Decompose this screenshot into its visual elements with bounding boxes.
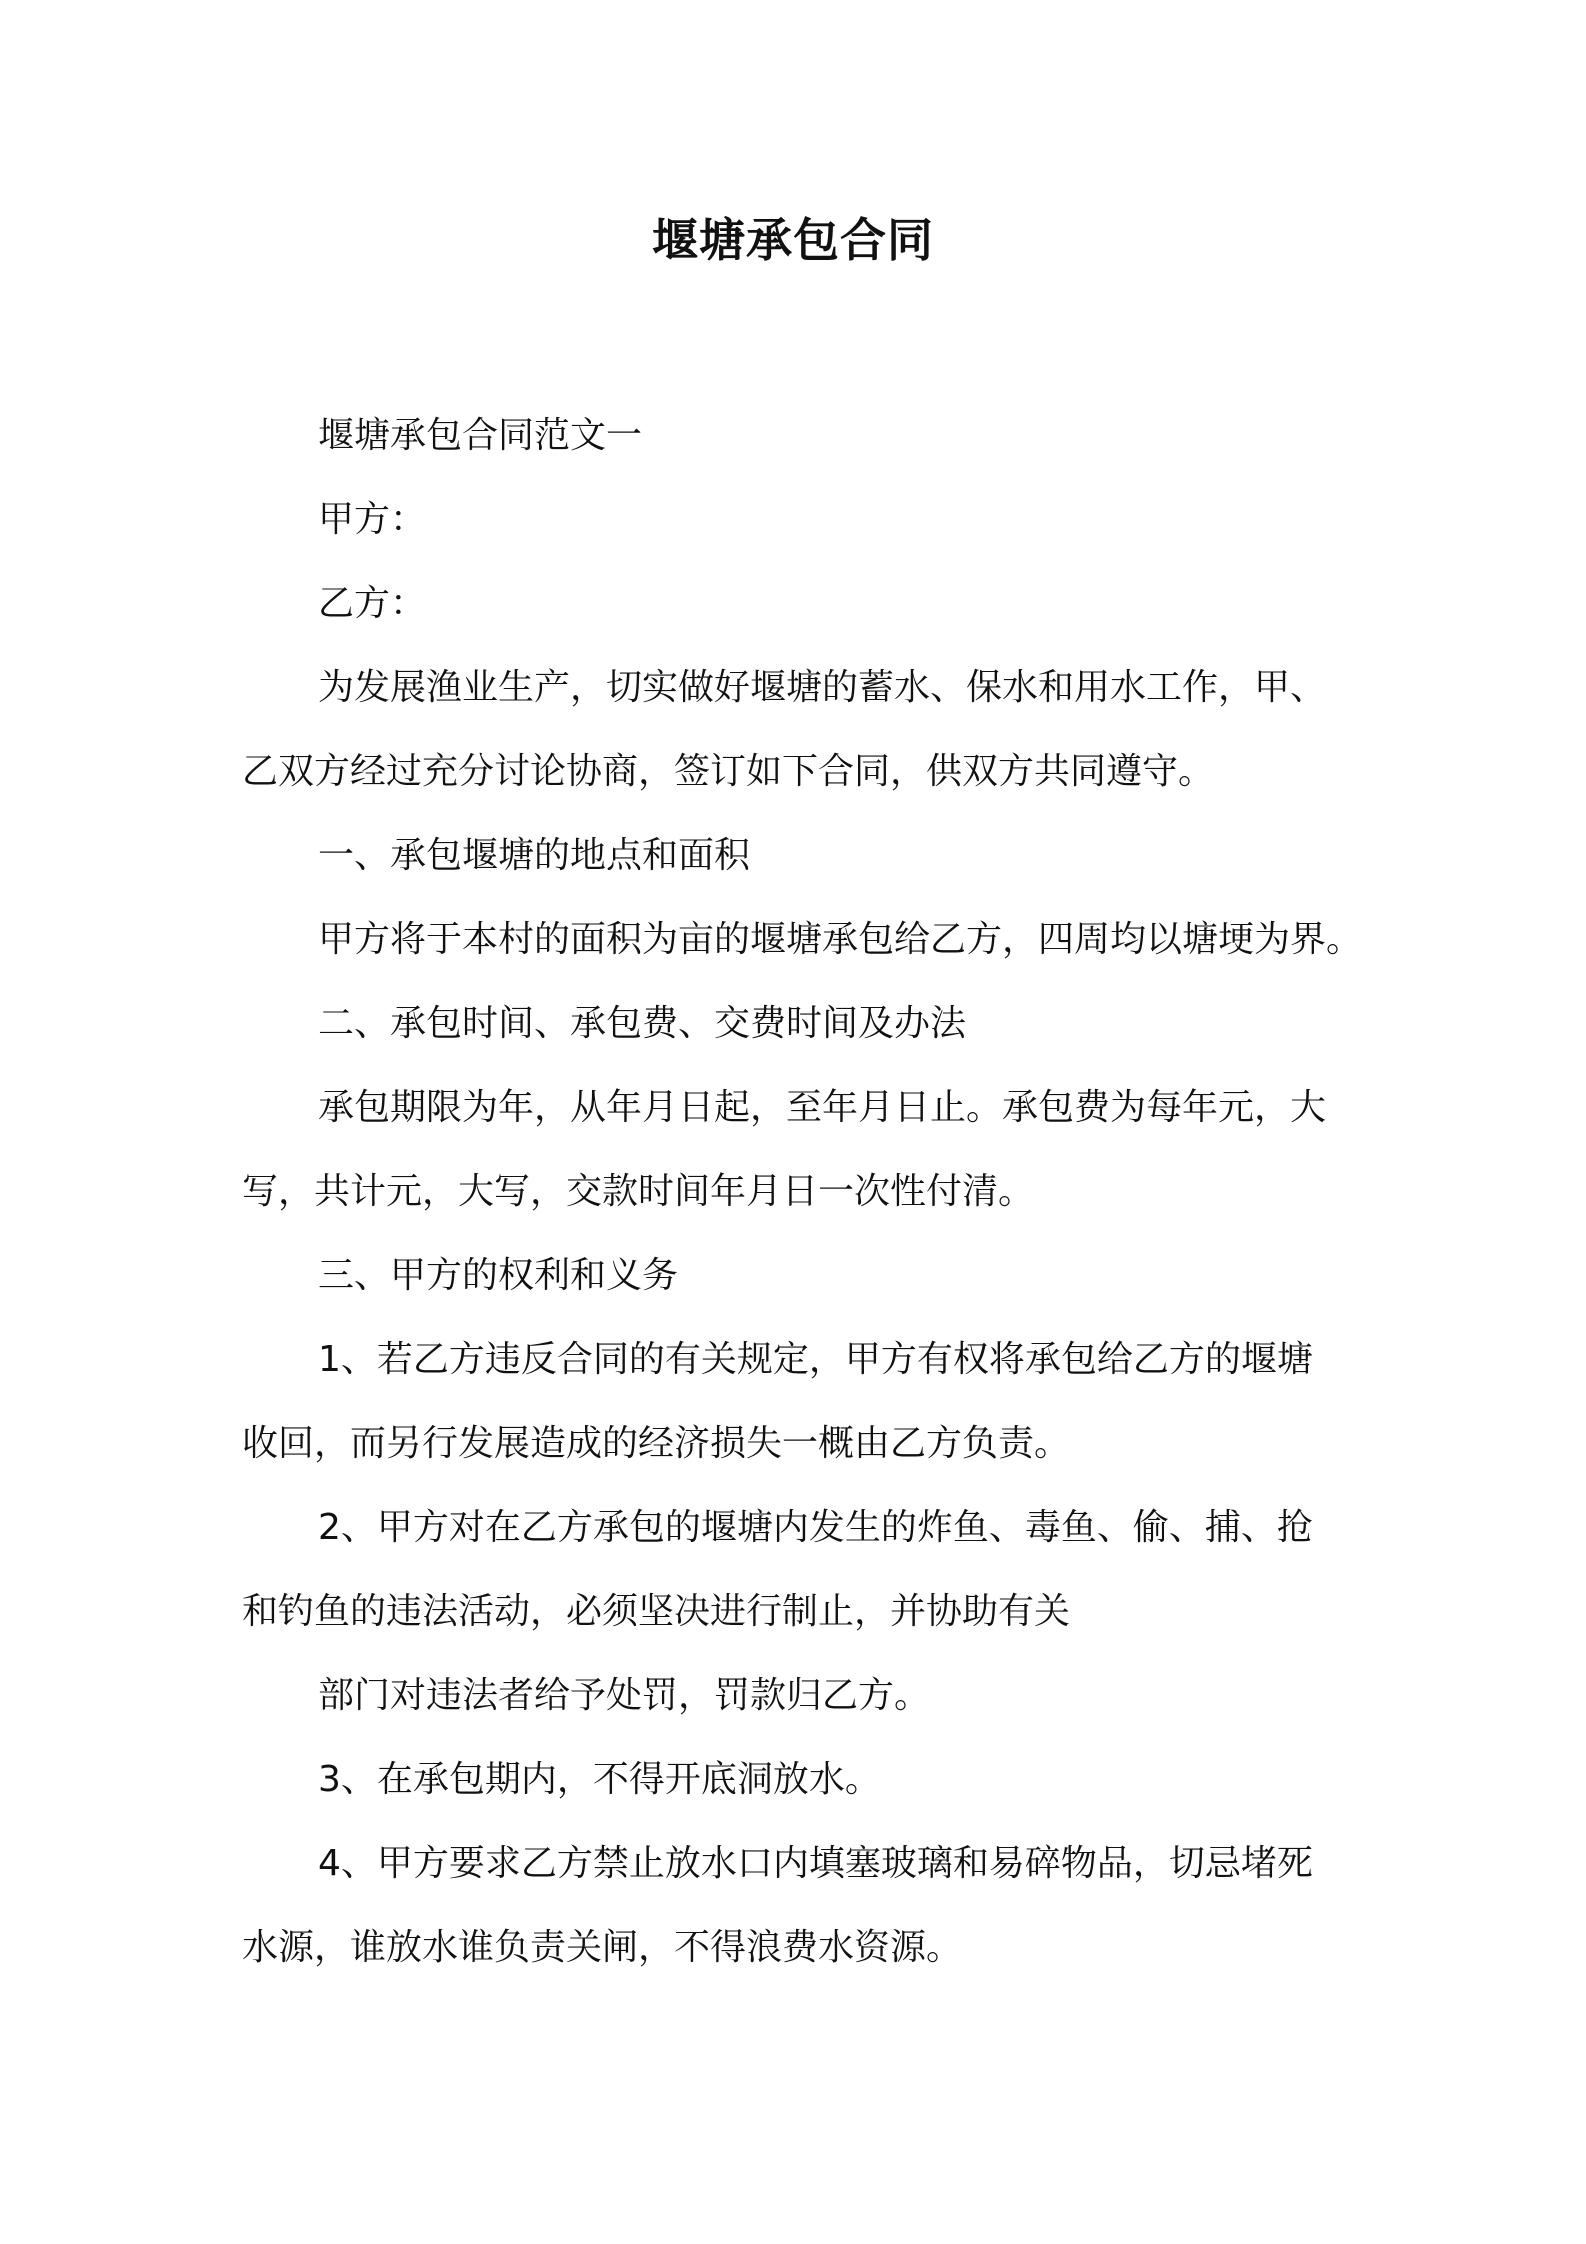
paragraph-line: 和钓鱼的违法活动，必须坚决进行制止，并协助有关 [242,1591,1071,1632]
section-heading-sample: 堰塘承包合同范文一 [318,415,643,456]
paragraph-line: 1、若乙方违反合同的有关规定，甲方有权将承包给乙方的堰塘 [318,1339,1313,1380]
document-title: 堰塘承包合同 [652,213,934,267]
paragraph-line: 3、在承包期内，不得开底洞放水。 [318,1759,881,1800]
paragraph-line: 承包期限为年，从年月日起，至年月日止。承包费为每年元，大 [318,1087,1327,1128]
paragraph-line: 甲方将于本村的面积为亩的堰塘承包给乙方，四周均以塘埂为界。 [318,919,1363,960]
paragraph-line: 部门对违法者给予处罚，罚款归乙方。 [318,1675,931,1716]
section-heading-1: 一、承包堰塘的地点和面积 [318,835,751,876]
paragraph-line: 为发展渔业生产，切实做好堰塘的蓄水、保水和用水工作，甲、 [318,667,1327,708]
paragraph-line: 乙双方经过充分讨论协商，签订如下合同，供双方共同遵守。 [242,751,1215,792]
section-heading-2: 二、承包时间、承包费、交费时间及办法 [318,1003,967,1044]
paragraph-line: 水源，谁放水谁负责关闸，不得浪费水资源。 [242,1927,963,1968]
party-b-label: 乙方： [318,583,427,624]
party-a-label: 甲方： [318,499,427,540]
paragraph-line: 收回，而另行发展造成的经济损失一概由乙方负责。 [242,1423,1071,1464]
paragraph-line: 4、甲方要求乙方禁止放水口内填塞玻璃和易碎物品，切忌堵死 [318,1843,1313,1884]
paragraph-line: 写，共计元，大写，交款时间年月日一次性付清。 [242,1171,1035,1212]
paragraph-line: 2、甲方对在乙方承包的堰塘内发生的炸鱼、毒鱼、偷、捕、抢 [318,1507,1313,1548]
section-heading-3: 三、甲方的权利和义务 [318,1255,679,1296]
